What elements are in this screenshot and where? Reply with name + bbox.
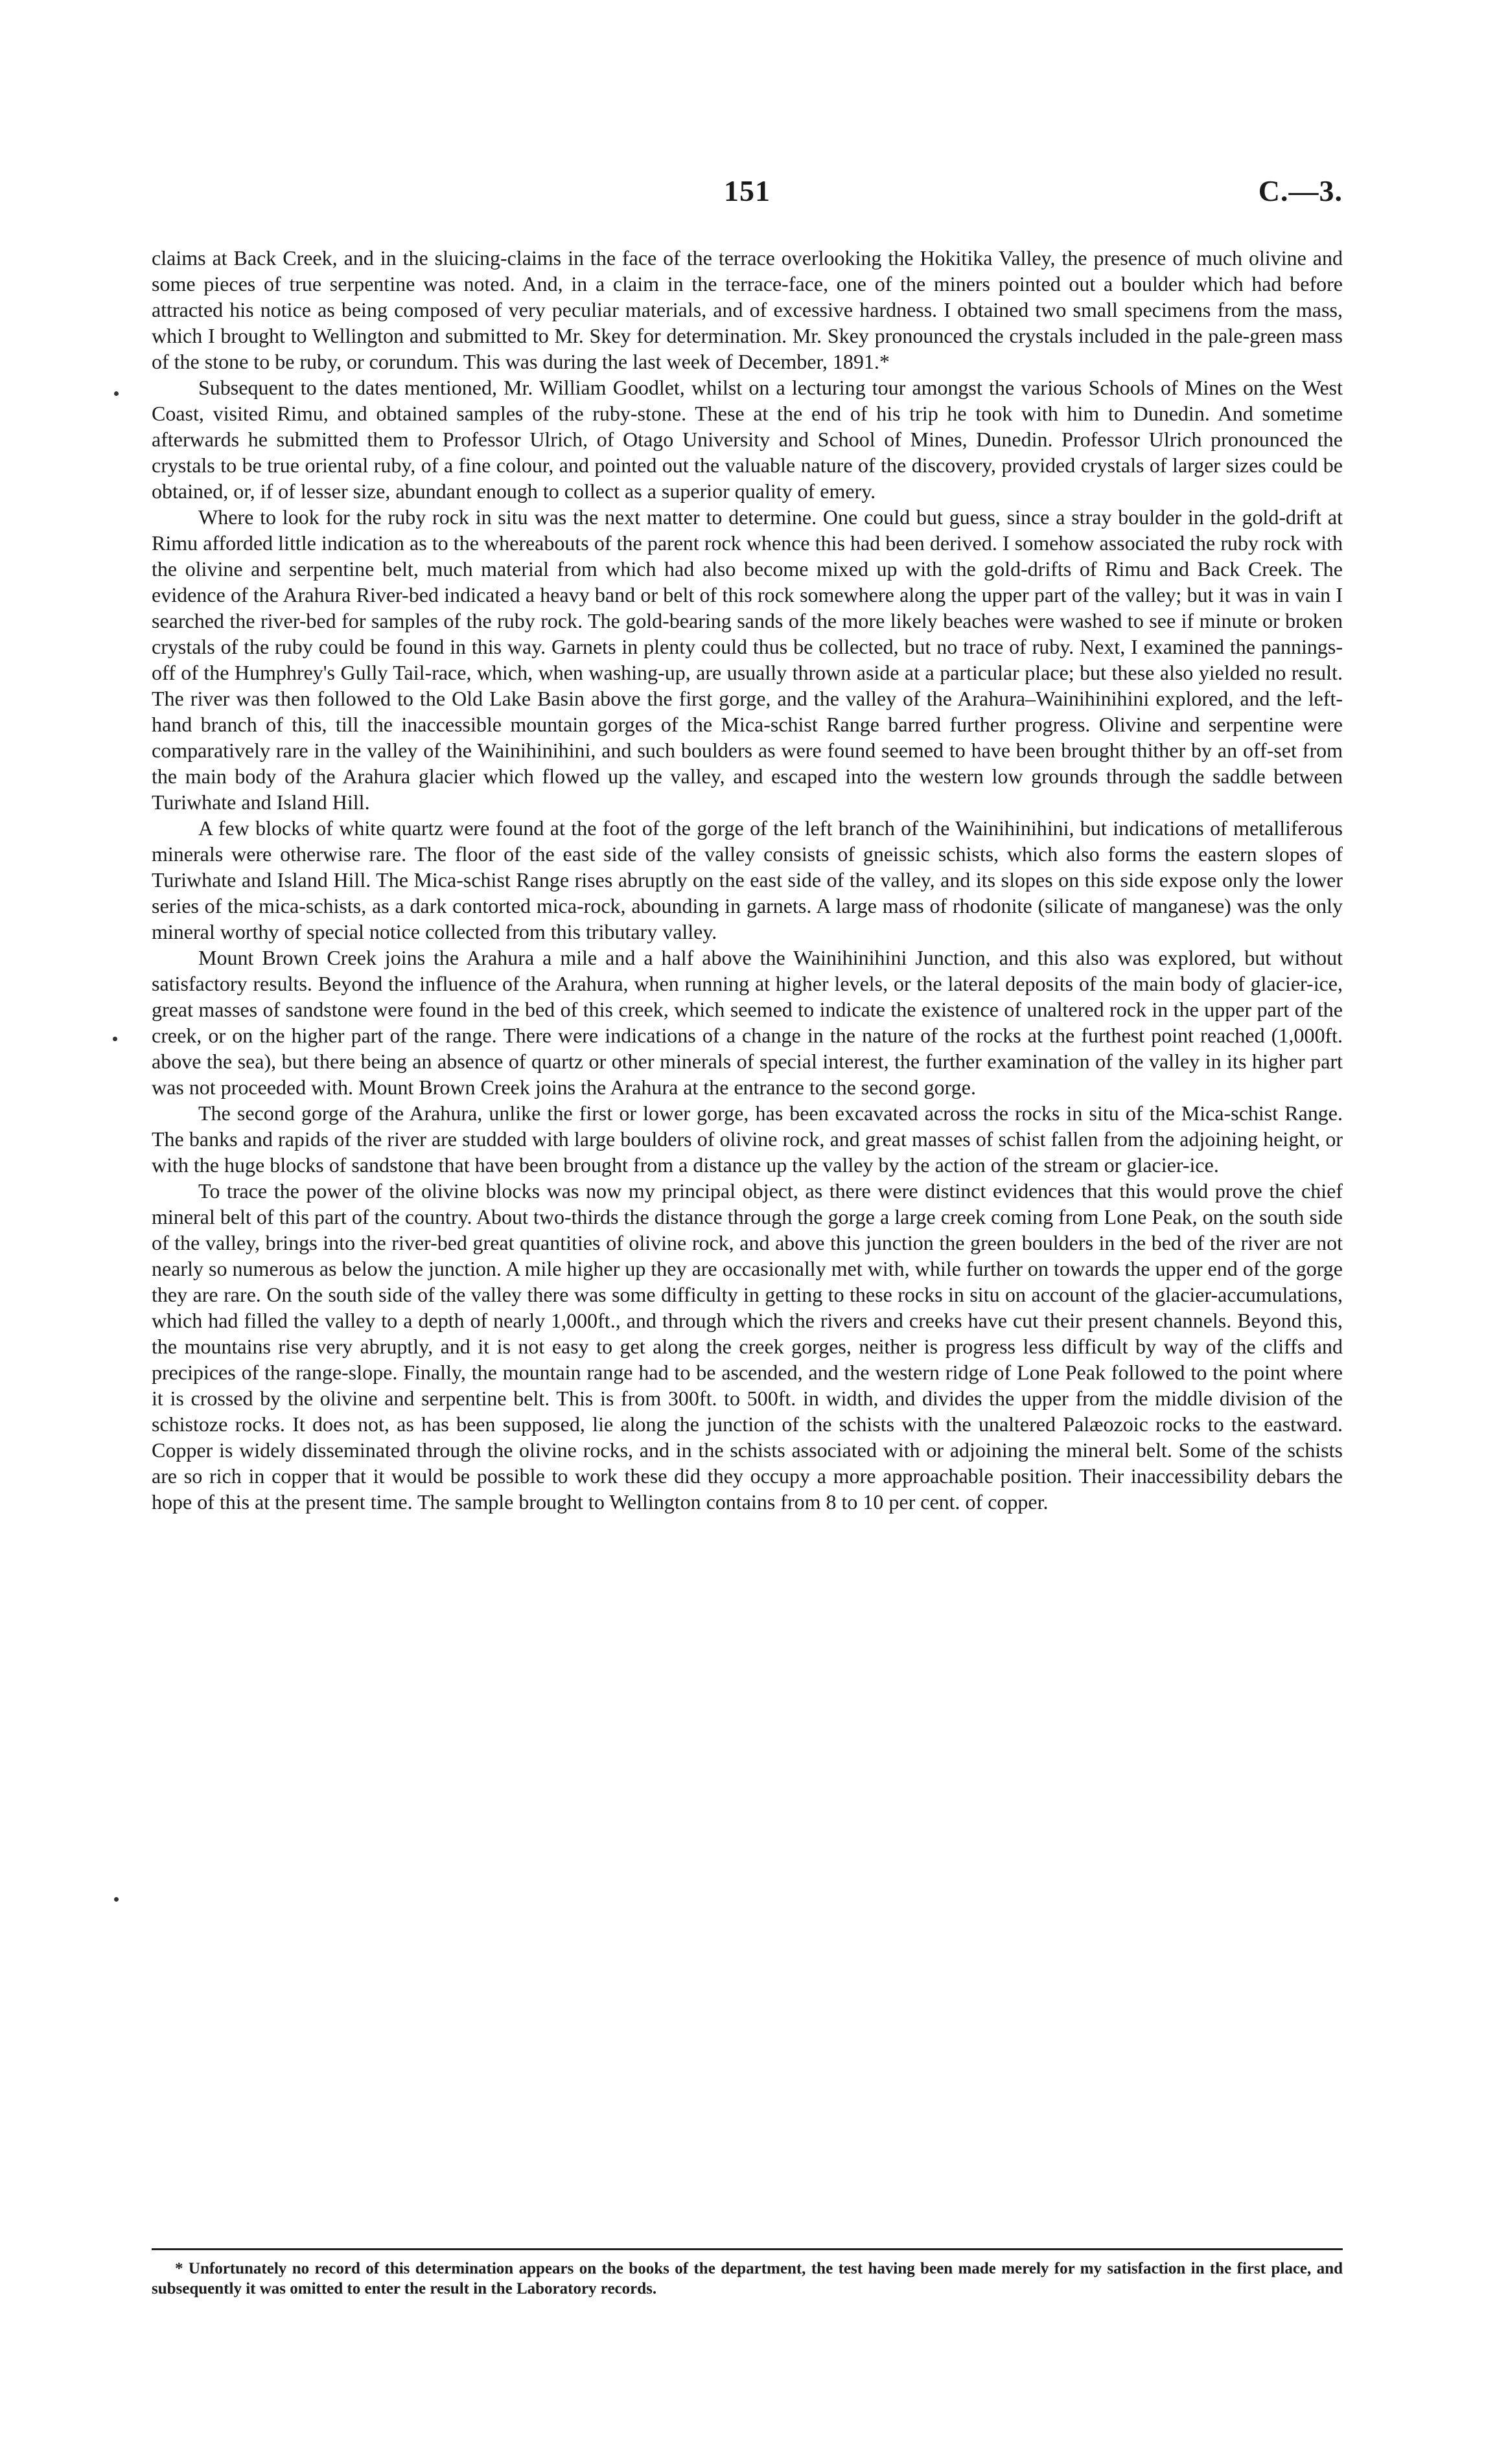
scan-speck bbox=[113, 1037, 117, 1041]
page-header bbox=[152, 174, 1343, 219]
paragraph-1: claims at Back Creek, and in the sluicing-claims in the face of the terrace overlooking the Hokitika Valley, the presence of much olivine and some pieces of true serpentine was noted. And, in a claim in the terrace-face, one of the miners pointed out a boulder which had before attracted his notice as being composed of very peculiar materials, and of excessive hardness. I obtained two small specimens from the mass, which I brought to Wellington and submitted to Mr. Skey for determination. Mr. Skey pronounced the crystals included in the pale-green mass of the stone to be ruby, or corundum. This was during the last week of December, 1891.* bbox=[152, 246, 1343, 373]
footnote-divider bbox=[152, 2248, 1343, 2250]
body-text bbox=[152, 245, 1343, 1515]
footnote: * Unfortunately no record of this determination appears on the books of the department, the test having been made merely for my satisfaction in the first place, and subsequently it was omitted to enter the result in the Laboratory records. bbox=[152, 2260, 1343, 2297]
paragraph-6: The second gorge of the Arahura, unlike the first or lower gorge, has been excavated across the rocks in situ of the Mica-schist Range. The banks and rapids of the river are studded with large boulders of olivine rock, and great masses of schist fallen from the adjoining height, or with the huge blocks of sandstone that have been brought from a distance up the valley by the action of the stream or glacier-ice. bbox=[152, 1101, 1343, 1177]
document-reference: C.—3. bbox=[1258, 174, 1343, 207]
paragraph-7: To trace the power of the olivine blocks was now my principal object, as there were distinct evidences that this would prove the chief mineral belt of this part of the country. About two-thirds the distance through the gorge a large creek coming from Lone Peak, on the south side of the valley, brings into the river-bed great quantities of olivine rock, and above this junction the green boulders in the bed of the river are not nearly so numerous as below the junction. A mile higher up they are occasionally met with, while further on towards the upper end of the gorge they are rare. On the south side of the valley there was some difficulty in getting to these rocks in situ on account of the glacier-accumulations, which had filled the valley to a depth of nearly 1,000ft., and through which the rivers and creeks have cut their present channels. Beyond this, the mountains rise very abruptly, and it is not easy to get along the creek gorges, neither is progress less difficult by way of the cliffs and precipices of the range-slope. Finally, the mountain range had to be ascended, and the western ridge of Lone Peak followed to the point where it is crossed by the olivine and serpentine belt. This is from 300ft. to 500ft. in width, and divides the upper from the middle division of the schistoze rocks. It does not, as has been supposed, lie along the junction of the schists with the unaltered Palæozoic rocks to the eastward. Copper is widely disseminated through the olivine rocks, and in the schists associated with or adjoining the mineral belt. Some of the schists are so rich in copper that it would be possible to work these did they occupy a more approachable position. Their inaccessibility debars the hope of this at the present time. The sample brought to Wellington contains from 8 to 10 per cent. of copper. bbox=[152, 1179, 1343, 1514]
paragraph-3: Where to look for the ruby rock in situ was the next matter to determine. One could but guess, since a stray boulder in the gold-drift at Rimu afforded little indication as to the whereabouts of the parent rock whence this had been derived. I somehow associated the ruby rock with the olivine and serpentine belt, much material from which had also become mixed up with the gold-drifts of Rimu and Back Creek. The evidence of the Arahura River-bed indicated a heavy band or belt of this rock somewhere along the upper part of the valley; but it was in vain I searched the river-bed for samples of the ruby rock. The gold-bearing sands of the more likely beaches were washed to see if minute or broken crystals of the ruby could be found in this way. Garnets in plenty could thus be collected, but no trace of ruby. Next, I examined the pannings-off of the Humphrey's Gully Tail-race, which, when washing-up, are usually thrown aside at a particular place; but these also yielded no result. The river was then followed to the Old Lake Basin above the first gorge, and the valley of the Arahura–Wainihinihini explored, and the left-hand branch of this, till the inaccessible mountain gorges of the Mica-schist Range barred further progress. Olivine and serpentine were comparatively rare in the valley of the Wainihinihini, and such boulders as were found seemed to have been brought thither by an off-set from the main body of the Arahura glacier which flowed up the valley, and escaped into the western low grounds through the saddle between Turiwhate and Island Hill. bbox=[152, 505, 1343, 814]
paragraph-5: Mount Brown Creek joins the Arahura a mile and a half above the Wainihinihini Junction, and this also was explored, but without satisfactory results. Beyond the influence of the Arahura, when running at higher levels, or the lateral deposits of the main body of glacier-ice, great masses of sandstone were found in the bed of this creek, which seemed to indicate the existence of unaltered rock in the upper part of the creek, or on the higher part of the range. There were indications of a change in the nature of the rocks at the furthest point reached (1,000ft. above the sea), but there being an absence of quartz or other minerals of special interest, the further examination of the valley in its higher part was not proceeded with. Mount Brown Creek joins the Arahura at the entrance to the second gorge. bbox=[152, 946, 1343, 1099]
scan-speck bbox=[114, 1897, 119, 1902]
scan-speck bbox=[114, 391, 119, 396]
paragraph-4: A few blocks of white quartz were found at the foot of the gorge of the left branch of the Wainihinihini, but indications of metalliferous minerals were otherwise rare. The floor of the east side of the valley consists of gneissic schists, which also forms the eastern slopes of Turiwhate and Island Hill. The Mica-schist Range rises abruptly on the east side of the valley, and its slopes on this side expose only the lower series of the mica-schists, as a dark contorted mica-rock, abounding in garnets. A large mass of rhodonite (silicate of manganese) was the only mineral worthy of special notice collected from this tributary valley. bbox=[152, 816, 1343, 943]
paragraph-2: Subsequent to the dates mentioned, Mr. William Goodlet, whilst on a lecturing tour amongst the various Schools of Mines on the West Coast, visited Rimu, and obtained samples of the ruby-stone. These at the end of his trip he took with him to Dunedin. And sometime afterwards he submitted them to Professor Ulrich, of Otago University and School of Mines, Dunedin. Professor Ulrich pronounced the crystals to be true oriental ruby, of a fine colour, and pointed out the valuable nature of the discovery, provided crystals of larger sizes could be obtained, or, if of lesser size, abundant enough to collect as a superior quality of emery. bbox=[152, 376, 1343, 503]
page-number: 151 bbox=[724, 174, 771, 207]
